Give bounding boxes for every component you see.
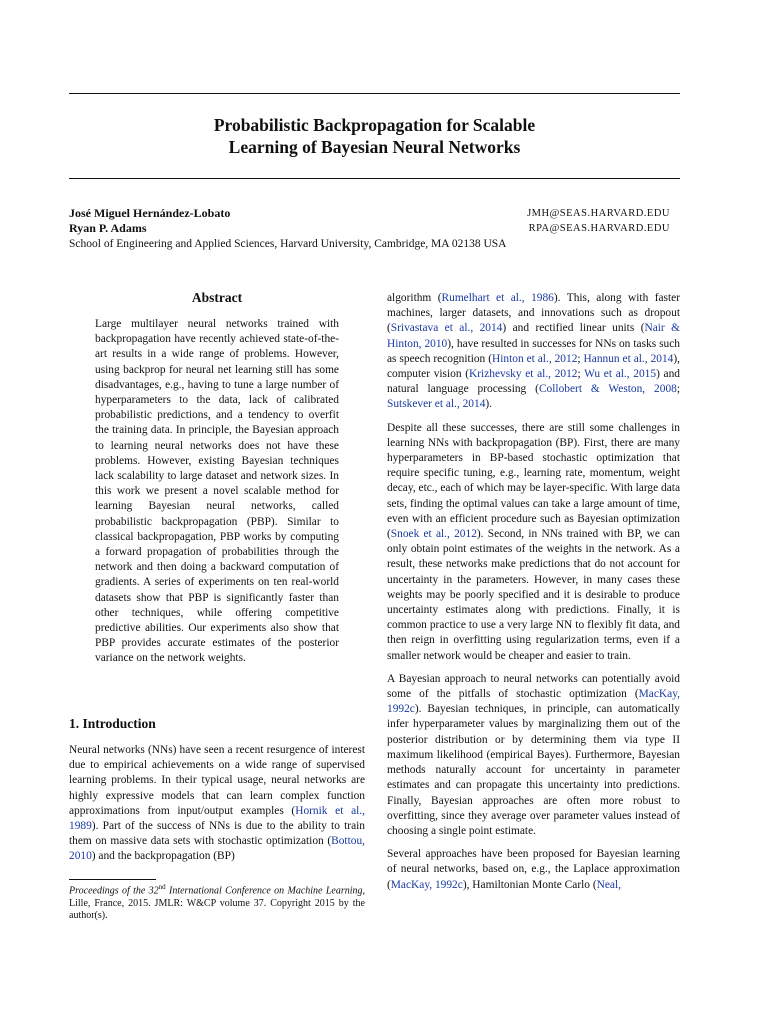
- abstract-heading: Abstract: [191, 290, 243, 305]
- paper-title: [69, 114, 680, 158]
- citation-link[interactable]: Snoek et al., 2012: [390, 528, 477, 541]
- citation-link[interactable]: Srivastava et al., 2014: [390, 322, 503, 335]
- right-paragraph-1: algorithm (Rumelhart et al., 1986). This, along with faster machines, larger datasets, and innovations such as dropout (Srivastava et al., 2014) and rectified linear units (Nair & Hinton, 2010), have resulted in successes for NNs on tasks such as speech recognition (Hinton et al., 2012; Hannun et al., 2014), computer vision (Krizhevsky et al., 2012; Wu et al., 2015) and natural language processing (Collobert & Weston, 2008; Sutskever et al., 2014).: [387, 292, 681, 411]
- title-line-2: Learning of Bayesian Neural Networks: [228, 137, 521, 157]
- author-2-email: RPA@SEAS.HARVARD.EDU: [528, 223, 670, 234]
- intro-paragraph-1: Neural networks (NNs) have seen a recent resurgence of interest due to empirical achievements on a wide range of supervised learning problems. In their typical usage, neural networks are highly expressive models that can learn complex function approximations from input/output examples (Hornik et al., 1989). Part of the success of NNs is due to the ability to train them on massive data sets with stochastic optimization (Bottou, 2010) and the backpropagation (BP): [69, 744, 365, 863]
- introduction-section: [69, 716, 365, 865]
- citation-link[interactable]: Sutskever et al., 2014: [387, 398, 486, 411]
- citation-link[interactable]: Bottou, 2010: [69, 835, 365, 863]
- citation-link[interactable]: Hornik et al., 1989: [69, 804, 365, 833]
- citation-link[interactable]: Rumelhart et al., 1986: [441, 292, 554, 304]
- citation-link[interactable]: MacKay, 1992c: [387, 688, 680, 716]
- citation-link[interactable]: Neal,: [596, 878, 621, 891]
- author-1-email: JMH@SEAS.HARVARD.EDU: [527, 208, 670, 219]
- abstract-text: Large multilayer neural networks trained with backpropagation have recently achieved state-of-the-art results in a wide range of problems. However, using backprop for neural net learning still has some disadvantages, e.g., having to tune a large number of hyperparameters to the data, lack of calibrated probabilistic predictions, and a tendency to overfit the training data. In principle, the Bayesian approach to learning neural networks does not have these problems. However, existing Bayesian techniques lack scalability to large dataset and network sizes. In this work we present a novel scalable method for learning Bayesian neural networks, called probabilistic backpropagation (PBP). Similar to classical backpropagation, PBP works by computing a forward propagation of probabilities through the network and then doing a backward computation of gradients. A series of experiments on ten real-world datasets show that PBP is significantly faster than other techniques, while offering competitive predictive abilities. Our experiments also show that PBP provides accurate estimates of the posterior variance on the network weights.: [95, 318, 339, 665]
- right-paragraph-4: Several approaches have been proposed for Bayesian learning of neural networks, based on, e.g., the Laplace approximation (MacKay, 1992c), Hamiltonian Monte Carlo (Neal,: [387, 848, 680, 891]
- top-rule: [69, 93, 680, 94]
- footnote: Proceedings of the 32nd International Conference on Machine Learning, Lille, France, 2015. JMLR: W&CP volume 37. Copyright 2015 by the author(s).: [69, 883, 366, 922]
- citation-link[interactable]: Collobert & Weston, 2008: [538, 383, 677, 396]
- title-line-1: Probabilistic Backpropagation for Scalable: [213, 115, 536, 135]
- right-column: [387, 291, 680, 893]
- citation-link[interactable]: Krizhevsky et al., 2012: [469, 368, 578, 381]
- right-paragraph-2: Despite all these successes, there are still some challenges in learning NNs with backpropagation (BP). First, there are many hyperparameters in BP-based stochastic optimization that require specific tuning, e.g., learning rate, momentum, weight decay, etc., each of which may be layer-specific. With large data sets, finding the optimal values can take a large amount of time, even with an efficient procedure such as Bayesian optimization (Snoek et al., 2012). Second, in NNs trained with BP, we can only obtain point estimates of the weights in the network. As a result, these networks make predictions that do not account for uncertainty in the parameters. However, in many cases these weights may be poorly specified and it is desirable to produce uncertainty estimates along with predictions. Finally, it is common practice to use a very large NN to flexibly fit data, and then reign in overfitting using regularization terms, even if a smaller network would be cheaper and easier to train.: [387, 421, 680, 662]
- bottom-rule: [69, 178, 680, 179]
- citation-link[interactable]: Wu et al., 2015: [584, 368, 657, 381]
- citation-link[interactable]: MacKay, 1992c: [390, 878, 463, 891]
- abstract-section: [95, 290, 339, 667]
- citation-link[interactable]: Hinton et al., 2012: [492, 352, 578, 365]
- footnote-rule: [69, 879, 156, 880]
- author-1-name: José Miguel Hernández-Lobato: [69, 206, 231, 220]
- affiliation: School of Engineering and Applied Sciences, Harvard University, Cambridge, MA 02138 USA: [69, 238, 507, 250]
- citation-link[interactable]: Hannun et al., 2014: [583, 352, 674, 365]
- right-paragraph-3: A Bayesian approach to neural networks can potentially avoid some of the pitfalls of stochastic optimization (MacKay, 1992c). Bayesian techniques, in principle, can automatically infer hyperparameter values by marginalizing them out of the posterior distribution or by determining them via type II maximum likelihood (empirical Bayes). Furthermore, Bayesian methods naturally account for uncertainty in parameter estimates and can propagate this uncertainty into predictions. Finally, Bayesian approaches are often more robust to overfitting, since they average over parameter values instead of choosing a single point estimate.: [387, 672, 680, 837]
- citation-link[interactable]: Nair & Hinton, 2010: [387, 322, 680, 350]
- introduction-heading: 1. Introduction: [69, 716, 156, 731]
- author-2-name: Ryan P. Adams: [69, 221, 147, 235]
